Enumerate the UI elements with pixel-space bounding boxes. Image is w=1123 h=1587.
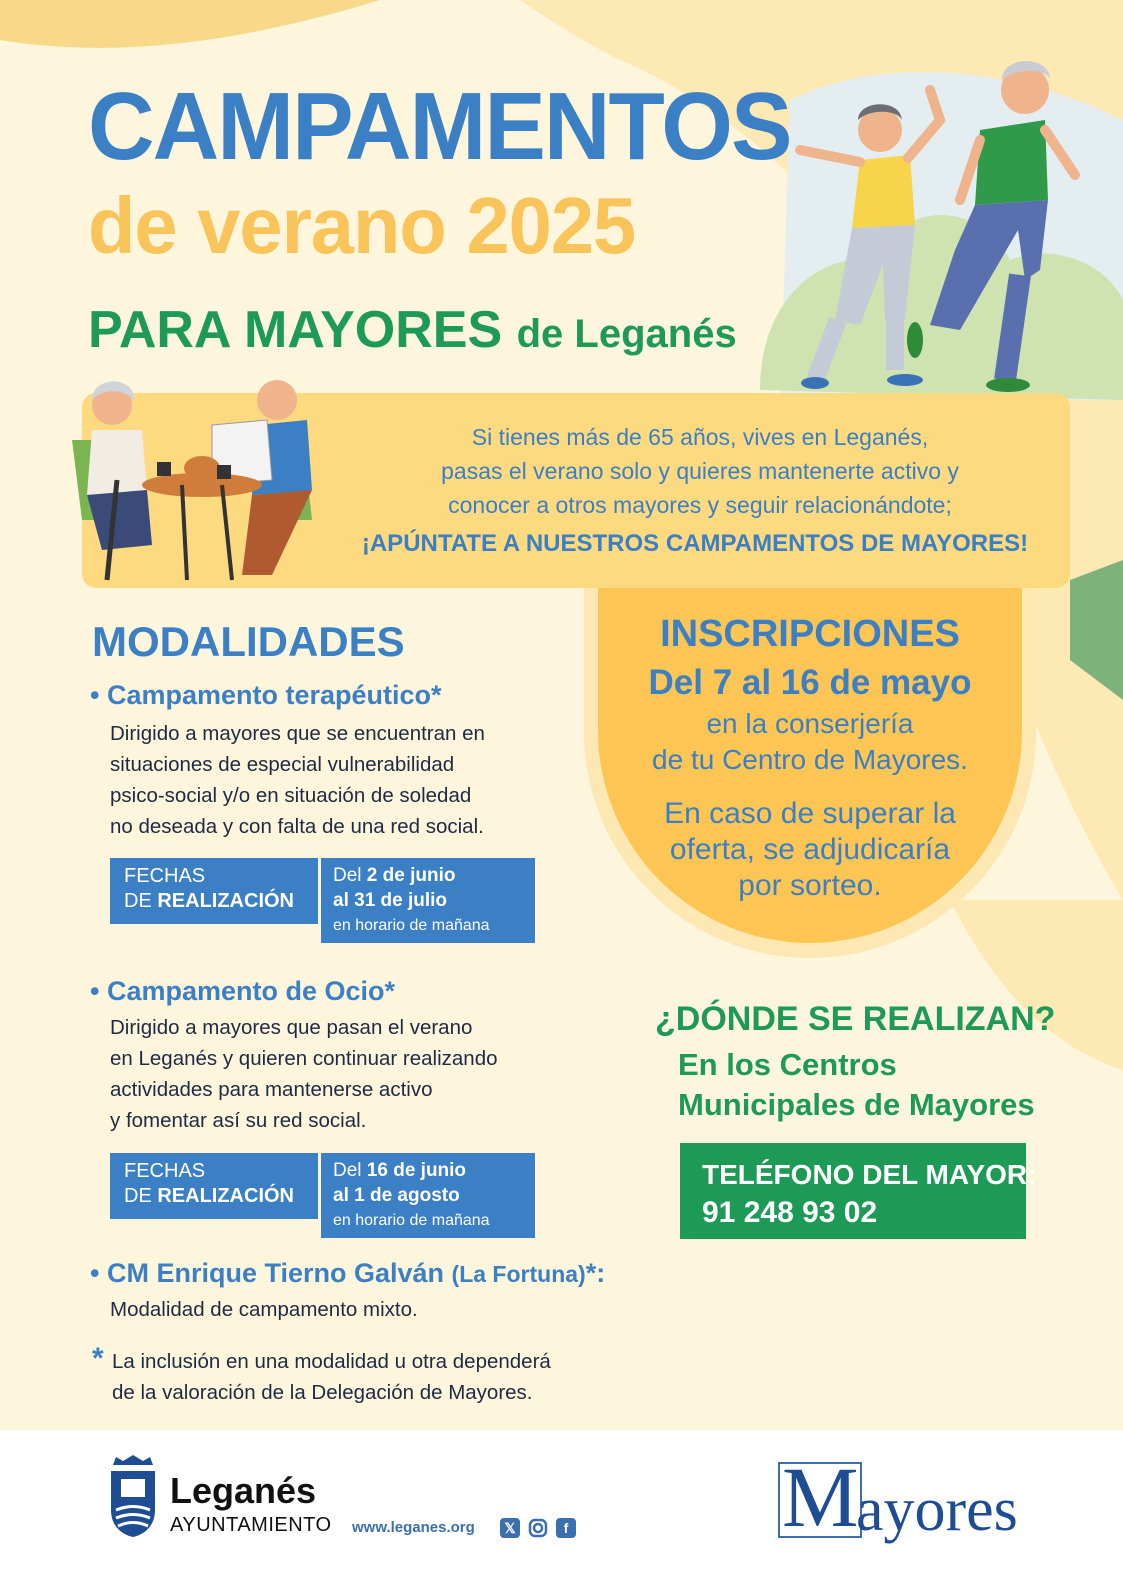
modalidad-3-desc: Modalidad de campamento mixto.: [110, 1298, 418, 1321]
footnote: [112, 1346, 551, 1408]
cm-title-sub: (La Fortuna): [451, 1261, 586, 1287]
modalidad-2-desc: [110, 1012, 498, 1136]
modalidad-1-desc-line: Dirigido a mayores que se encuentran en: [110, 722, 485, 745]
dates-prefix: Del: [333, 1160, 367, 1181]
modalidades-heading: MODALIDADES: [92, 618, 405, 665]
modalidad-1-title: • Campamento terapéutico*: [90, 680, 442, 710]
modalidad-1-desc-line: situaciones de especial vulnerabilidad: [110, 753, 455, 776]
intro-cta: ¡APÚNTATE A NUESTROS CAMPAMENTOS DE MAYORES!: [361, 530, 1029, 557]
intro-line-3: conocer a otros mayores y seguir relacionándote;: [448, 492, 952, 518]
subtitle: de verano 2025: [88, 181, 636, 270]
footnote-line: de la valoración de la Delegación de Mayores.: [112, 1381, 533, 1404]
dates-start: 16 de junio: [366, 1160, 467, 1181]
dates-note: en horario de mañana: [333, 917, 490, 934]
modalidad-3-title: [90, 1258, 605, 1289]
leganes-logo-name: Leganés: [170, 1470, 317, 1511]
inscripciones-heading: INSCRIPCIONES: [660, 613, 960, 655]
phone-label: TELÉFONO DEL MAYOR:: [702, 1159, 1037, 1190]
main-title: CAMPAMENTOS: [88, 73, 791, 180]
dates-label-line: [124, 889, 304, 914]
intro-line-1: Si tienes más de 65 años, vives en Leganés,: [471, 424, 929, 450]
inscripciones-line-2: de tu Centro de Mayores.: [652, 744, 968, 775]
modalidad-1-desc-line: no deseada y con falta de una red social.: [110, 815, 484, 838]
instagram-icon[interactable]: [528, 1518, 548, 1538]
modalidad-2-desc-line: actividades para mantenerse activo: [110, 1078, 433, 1101]
dates-label: [110, 1153, 318, 1219]
donde-heading: ¿DÓNDE SE REALIZAN?: [655, 1000, 1056, 1038]
leganes-logo-sub: AYUNTAMIENTO: [170, 1514, 332, 1536]
intro-line-2: pasas el verano solo y quieres mantenerte activo y: [441, 458, 959, 484]
dates-value-line: [333, 863, 523, 888]
modalidad-1-desc: [110, 718, 485, 842]
inscripciones-dates: Del 7 al 16 de mayo: [648, 663, 972, 702]
website-link[interactable]: www.leganes.org: [352, 1519, 475, 1536]
inscripciones-note-1: En caso de superar la: [664, 797, 956, 830]
phone-box: [680, 1143, 1037, 1239]
dates-label-line: FECHAS: [124, 1160, 206, 1182]
modalidad-2-desc-line: Dirigido a mayores que pasan el verano: [110, 1016, 473, 1039]
target-title-main: PARA MAYORES: [88, 301, 503, 359]
donde-text: [678, 1045, 1035, 1125]
active-seniors-illustration: [780, 50, 1110, 395]
mayores-logo-letter: M: [782, 1449, 859, 1545]
x-icon[interactable]: 𝕏: [500, 1518, 520, 1538]
dates-label-line: FECHAS: [124, 865, 206, 887]
modalidad-2-desc-line: en Leganés y quieren continuar realizando: [110, 1047, 498, 1070]
dates-label-bold: REALIZACIÓN: [157, 1185, 295, 1207]
footnote-star: *: [92, 1342, 104, 1375]
seniors-at-table-illustration: [62, 370, 332, 590]
modalidad-2-desc-line: y fomentar así su red social.: [110, 1109, 367, 1132]
dates-label-prefix: DE: [124, 890, 158, 912]
dates-start: 2 de junio: [366, 865, 456, 886]
dates-note: en horario de mañana: [333, 1212, 490, 1229]
dates-end: al 31 de julio: [333, 890, 448, 911]
donde-line-2: Municipales de Mayores: [678, 1087, 1035, 1122]
cm-title-end: *:: [585, 1258, 606, 1288]
dates-label-line: [124, 1184, 304, 1209]
dates-label-bold: REALIZACIÓN: [157, 890, 295, 912]
phone-number[interactable]: 91 248 93 02: [702, 1196, 878, 1229]
dates-value: [321, 858, 535, 943]
modalidad-1-dates: [110, 858, 535, 943]
dates-value: [321, 1153, 535, 1238]
inscripciones-note-3: por sorteo.: [738, 869, 882, 902]
dates-prefix: Del: [333, 865, 367, 886]
modalidad-2-dates: [110, 1153, 535, 1238]
footnote-line: La inclusión en una modalidad u otra dependerá: [112, 1350, 551, 1373]
facebook-icon[interactable]: f: [556, 1518, 576, 1538]
intro-text: [350, 420, 1050, 522]
leganes-coat-of-arms-icon: [108, 1455, 158, 1537]
mayores-logo-text: ayores: [856, 1476, 1018, 1544]
inscripciones-line-1: en la conserjería: [706, 708, 914, 739]
inscripciones-content: [598, 612, 1022, 904]
inscripciones-note-2: oferta, se adjudicaría: [669, 833, 951, 866]
modalidad-1-desc-line: psico-social y/o en situación de soledad: [110, 784, 472, 807]
dates-label: [110, 858, 318, 924]
target-title-sub: de Leganés: [516, 312, 737, 356]
social-icons: [500, 1518, 584, 1538]
donde-line-1: En los Centros: [678, 1047, 897, 1082]
modalidad-2-title: • Campamento de Ocio*: [90, 976, 396, 1006]
dates-end: al 1 de agosto: [333, 1185, 460, 1206]
dates-label-prefix: DE: [124, 1185, 158, 1207]
target-title: [88, 300, 737, 360]
cm-title-main: • CM Enrique Tierno Galván: [90, 1258, 445, 1288]
dates-value-line: [333, 1158, 523, 1183]
